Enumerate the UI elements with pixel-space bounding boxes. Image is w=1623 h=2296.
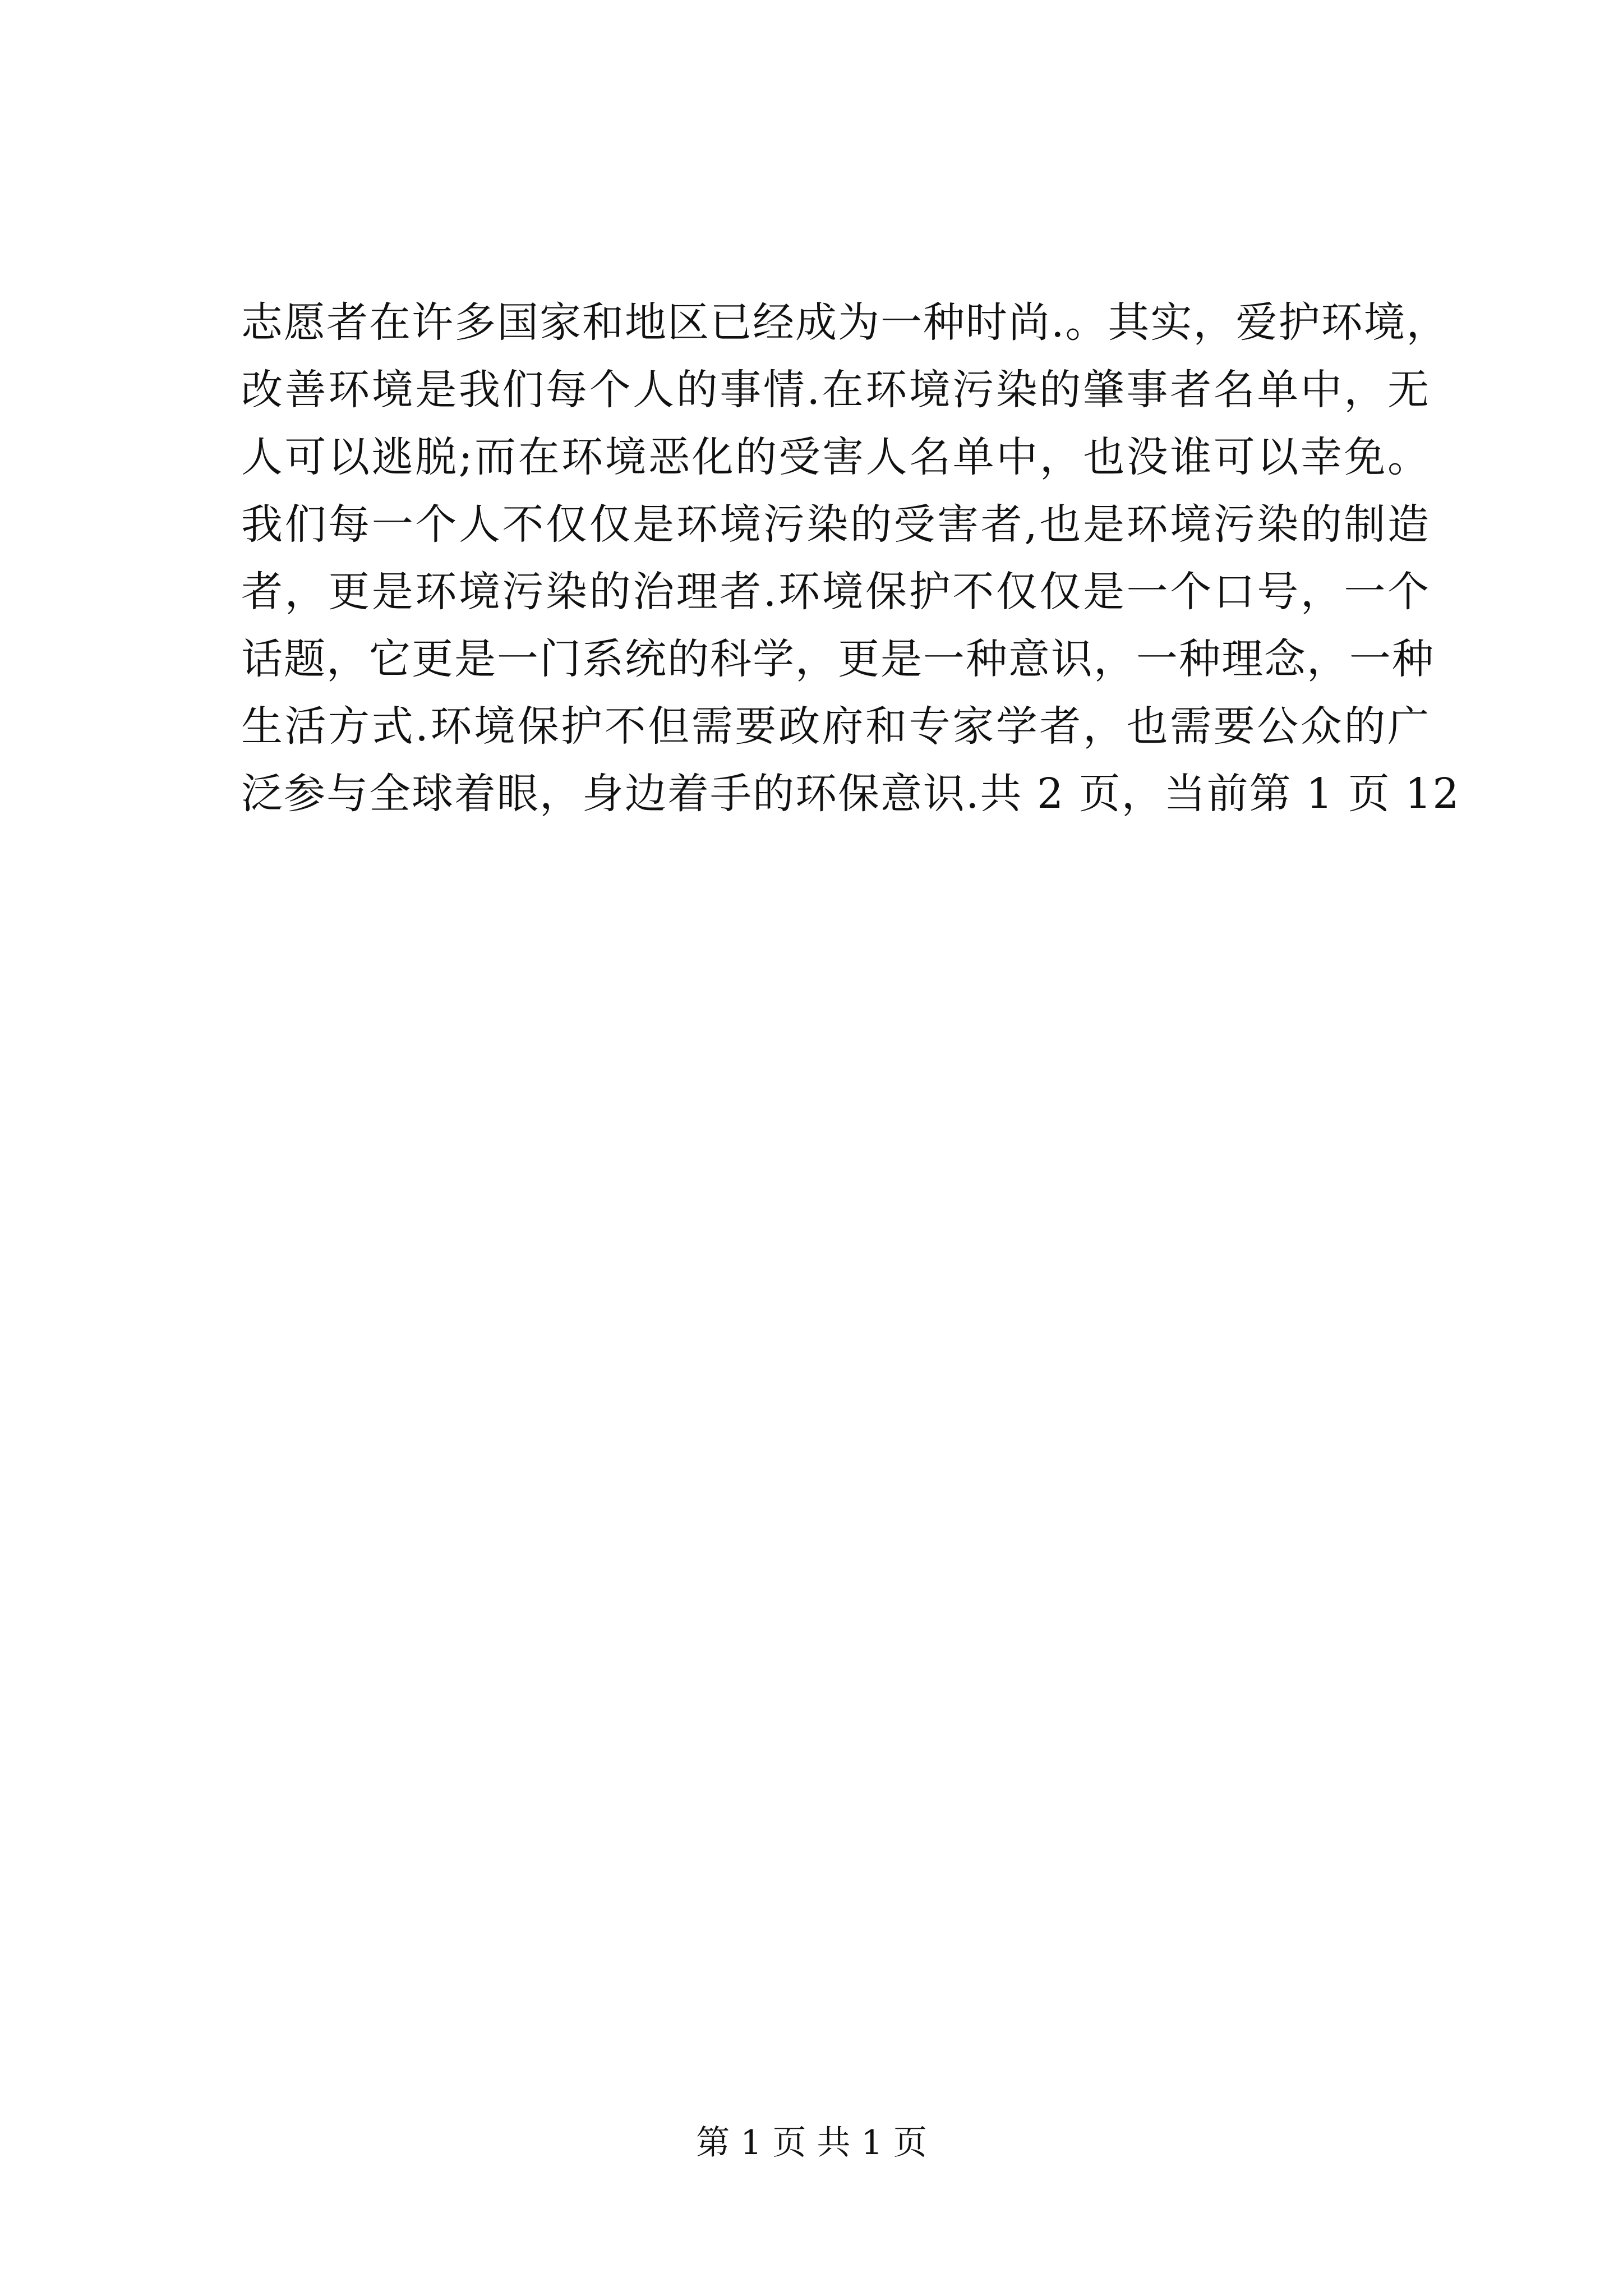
text-line: 生活方式.环境保护不但需要政府和专家学者，也需要公众的广 xyxy=(241,702,1430,751)
text-line: 者，更是环境污染的治理者.环境保护不仅仅是一个口号，一个 xyxy=(241,568,1430,616)
text-line: 泛参与全球着眼，身边着手的环保意识.共 2 页，当前第 1 页 12 xyxy=(241,770,1460,818)
page-footer: 第 1 页 共 1 页 xyxy=(696,2123,927,2162)
text-line: 改善环境是我们每个人的事情.在环境污染的肇事者名单中，无 xyxy=(241,366,1430,414)
text-line: 我们每一个人不仅仅是环境污染的受害者,也是环境污染的制造 xyxy=(241,500,1430,549)
text-line: 志愿者在许多国家和地区已经成为一种时尚.。其实，爱护环境， xyxy=(241,298,1449,347)
text-line: 人可以逃脱;而在环境恶化的受害人名单中，也没谁可以幸免。 xyxy=(241,433,1430,481)
text-line: 话题，它更是一门系统的科学，更是一种意识，一种理念，一种 xyxy=(241,635,1435,683)
